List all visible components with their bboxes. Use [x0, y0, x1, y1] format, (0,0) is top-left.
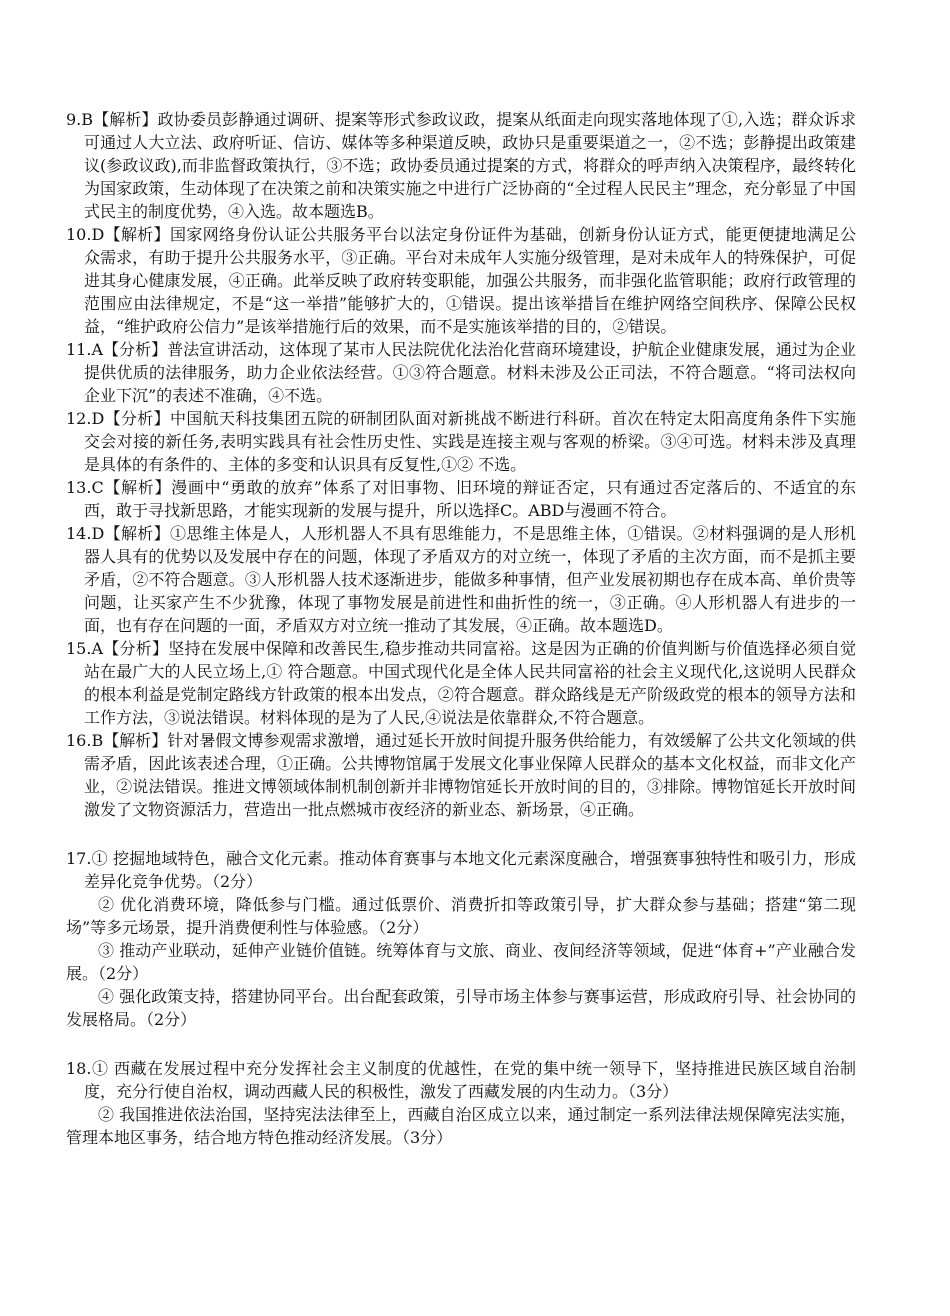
- answer-q17-point-3: ③ 推动产业联动，延伸产业链价值链。统筹体育与文旅、商业、夜间经济等领域，促进“体育+”产业融合发展。（2分）: [66, 941, 856, 983]
- answer-q12: 12.D【分析】中国航天科技集团五院的研制团队面对新挑战不断进行科研。首次在特定太阳高度角条件下实施交会对接的新任务,表明实践具有社会性历史性、实践是连接主观与客观的桥梁。③④可选。材料未涉及真理是具体的有条件的、主体的多变和认识具有反复性,①② 不选。: [66, 409, 856, 474]
- answer-sheet: [66, 108, 856, 1149]
- section-gap: [66, 1031, 856, 1057]
- answer-q17-point-1: 17.① 挖掘地域特色，融合文化元素。推动体育赛事与本地文化元素深度融合，增强赛事独特性和吸引力，形成差异化竞争优势。（2分）: [66, 849, 856, 891]
- answer-q18-point-1: 18.① 西藏在发展过程中充分发挥社会主义制度的优越性，在党的集中统一领导下，坚持推进民族区域自治制度，充分行使自治权，调动西藏人民的积极性，激发了西藏发展的内生动力。（3分）: [66, 1059, 856, 1101]
- answer-q13: 13.C【解析】漫画中“勇敢的放弃”体系了对旧事物、旧环境的辩证否定，只有通过否定落后的、不适宜的东西，敢于寻找新思路，才能实现新的发展与提升，所以选择C。ABD与漫画不符合。: [66, 478, 856, 520]
- answer-q14: 14.D【解析】①思维主体是人，人形机器人不具有思维能力，不是思维主体，①错误。②材料强调的是人形机器人具有的优势以及发展中存在的问题，体现了矛盾双方的对立统一，体现了矛盾的主次方面，而不是抓主要矛盾，②不符合题意。③人形机器人技术逐渐进步，能做多种事情，但产业发展初期也存在成本高、单价贵等问题，让买家产生不少犹豫，体现了事物发展是前进性和曲折性的统一，③正确。④人形机器人有进步的一面，也有存在问题的一面，矛盾双方对立统一推动了其发展，④正确。故本题选D。: [66, 524, 856, 635]
- answer-q17-point-4: ④ 强化政策支持，搭建协同平台。出台配套政策，引导市场主体参与赛事运营，形成政府引导、社会协同的发展格局。（2分）: [66, 987, 856, 1029]
- answer-q9: 9.B【解析】政协委员彭静通过调研、提案等形式参政议政，提案从纸面走向现实落地体现了①,入选；群众诉求可通过人大立法、政府听证、信访、媒体等多种渠道反映，政协只是重要渠道之一，②不选；彭静提出政策建议(参政议政),而非监督政策执行，③不选；政协委员通过提案的方式，将群众的呼声纳入决策程序，最终转化为国家政策，生动体现了在决策之前和决策实施之中进行广泛协商的“全过程人民民主”理念，充分彰显了中国式民主的制度优势，④入选。故本题选B。: [66, 110, 856, 221]
- answer-q10: 10.D【解析】国家网络身份认证公共服务平台以法定身份证件为基础，创新身份认证方式，能更便捷地满足公众需求，有助于提升公共服务水平，③正确。平台对未成年人实施分级管理，是对未成年人的特殊保护，可促进其身心健康发展，④正确。此举反映了政府转变职能，加强公共服务，而非强化监管职能；政府行政管理的范围应由法律规定，不是“这一举措”能够扩大的，①错误。提出该举措旨在维护网络空间秩序、保障公民权益，“维护政府公信力”是该举措施行后的效果，而不是实施该举措的目的，②错误。: [66, 225, 856, 336]
- answer-q17-point-2: ② 优化消费环境，降低参与门槛。通过低票价、消费折扣等政策引导，扩大群众参与基础；搭建“第二现场”等多元场景，提升消费便利性与体验感。（2分）: [66, 895, 856, 937]
- section-gap: [66, 821, 856, 847]
- answer-q11: 11.A【分析】普法宣讲活动，这体现了某市人民法院优化法治化营商环境建设，护航企业健康发展，通过为企业提供优质的法律服务，助力企业依法经营。①③符合题意。材料未涉及公正司法，不符合题意。“将司法权向企业下沉”的表述不准确，④不选。: [66, 340, 856, 405]
- answer-q18-point-2: ② 我国推进依法治国，坚持宪法法律至上，西藏自治区成立以来，通过制定一系列法律法规保障宪法实施，管理本地区事务，结合地方特色推动经济发展。（3分）: [66, 1105, 856, 1147]
- answer-q16: 16.B【解析】针对暑假文博参观需求激增，通过延长开放时间提升服务供给能力，有效缓解了公共文化领域的供需矛盾，因此该表述合理，①正确。公共博物馆属于发展文化事业保障人民群众的基本文化权益，而非文化产业，②说法错误。推进文博领域体制机制创新并非博物馆延长开放时间的目的，③排除。博物馆延长开放时间激发了文物资源活力，营造出一批点燃城市夜经济的新业态、新场景，④正确。: [66, 731, 856, 819]
- answer-q15: 15.A【分析】坚持在发展中保障和改善民生,稳步推动共同富裕。这是因为正确的价值判断与价值选择必须自觉站在最广大的人民立场上,① 符合题意。中国式现代化是全体人民共同富裕的社会主义现代化,这说明人民群众的根本利益是党制定路线方针政策的根本出发点，②符合题意。群众路线是无产阶级政党的根本的领导方法和工作方法，③说法错误。材料体现的是为了人民,④说法是依靠群众,不符合题意。: [66, 639, 856, 727]
